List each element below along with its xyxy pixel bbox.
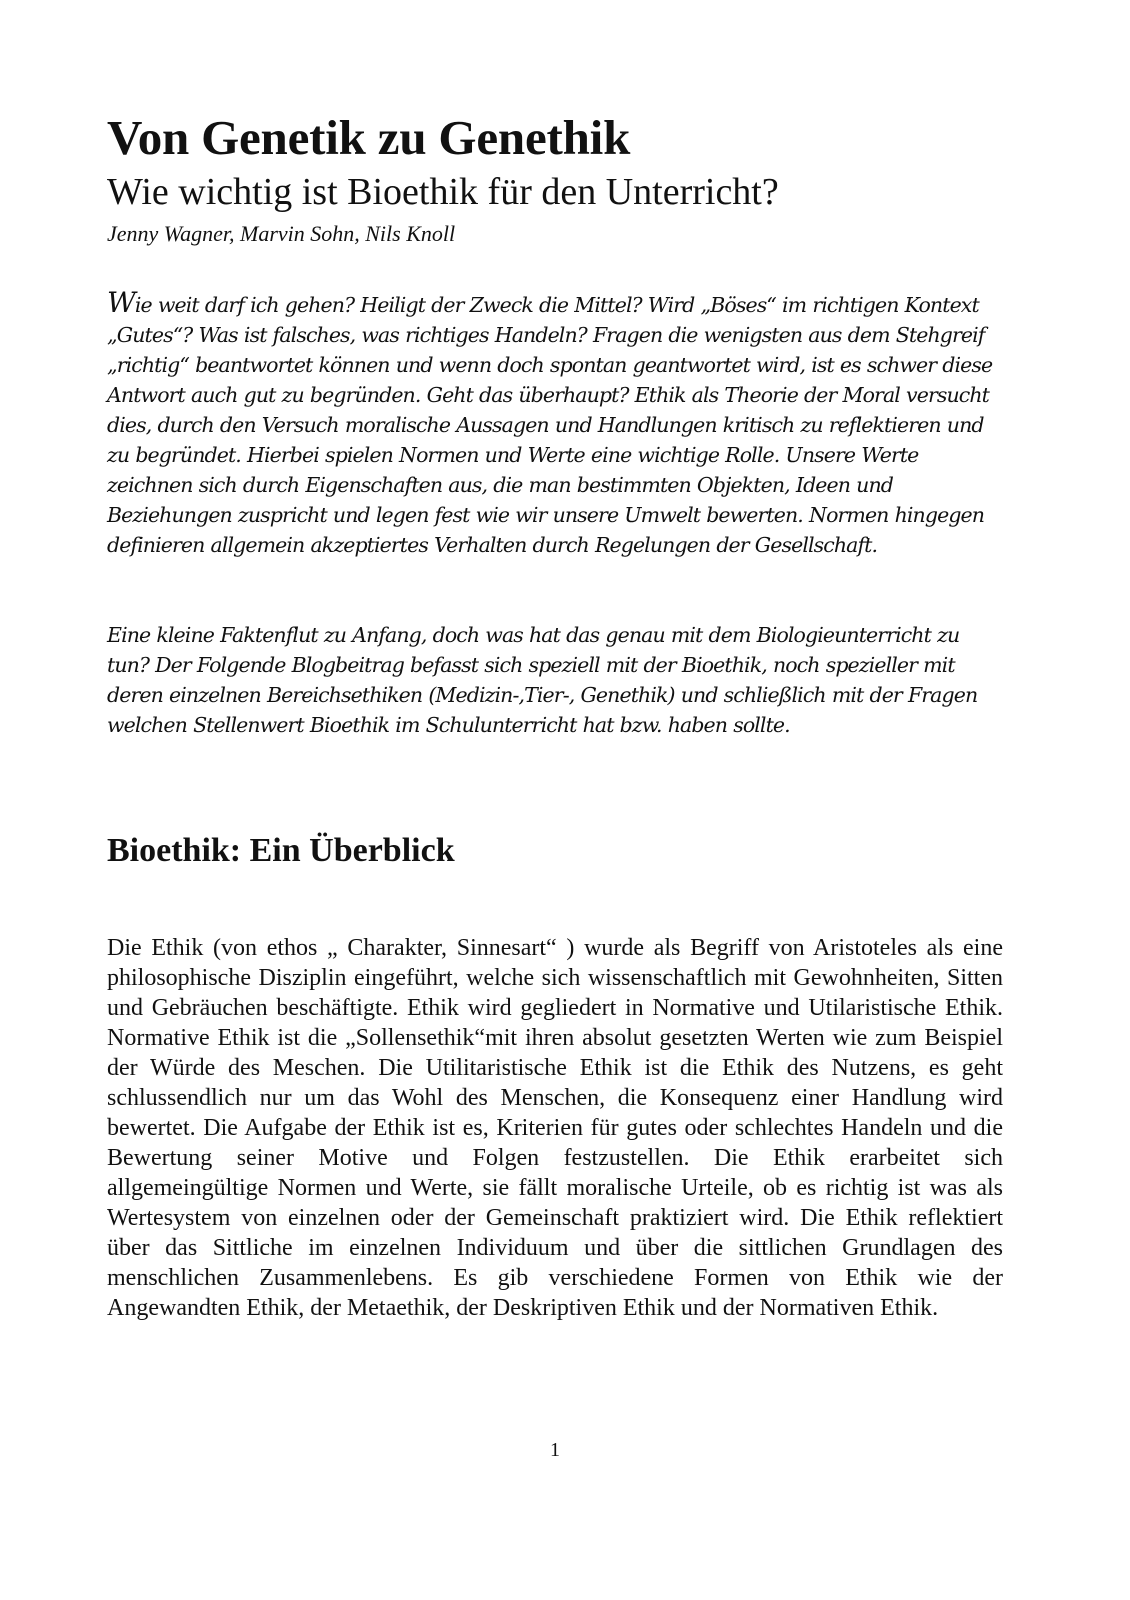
author-list: Jenny Wagner, Marvin Sohn, Nils Knoll: [107, 221, 456, 246]
section-heading: Bioethik: Ein Überblick: [107, 832, 455, 869]
intro-paragraph-text: ie weit darf ich gehen? Heiligt der Zweck die Mittel? Wird „Böses“ im richtigen Kontext „Gutes“? Was ist falsches, was richtiges Handeln? Fragen die wenigsten aus dem Stehgreif „richtig“ beantwortet können und wenn doch spontan geantwortet wird, ist es schwer diese Antwort auch gut zu begründen. Geht das überhaupt? Ethik als Theorie der Moral versucht dies, durch den Versuch moralische Aussagen und Handlungen kritisch zu reflektieren und zu begründet. Hierbei spielen Normen und Werte eine wichtige Rolle. Unsere Werte zeichnen sich durch Eigenschaften aus, die man bestimmten Objekten, Ideen und Beziehungen zuspricht und legen fest wie wir unsere Umwelt bewerten. Normen hingegen definieren allgemein akzeptiertes Verhalten durch Regelungen der Gesellschaft.: [107, 293, 993, 557]
document-subtitle: Wie wichtig ist Bioethik für den Unterricht?: [107, 171, 779, 213]
intro-paragraph: [107, 288, 1003, 560]
page-number: 1: [550, 1439, 560, 1461]
section-body-paragraph: Die Ethik (von ethos „ Charakter, Sinnesart“ ) wurde als Begriff von Aristoteles als eine philosophische Disziplin eingeführt, welche sich wissenschaftlich mit Gewohnheiten, Sitten und Gebräuchen beschäftigte. Ethik wird gegliedert in Normative und Utilaristische Ethik. Normative Ethik ist die „Sollensethik“mit ihren absolut gesetzten Werten wie zum Beispiel der Würde des Meschen. Die Utilitaristische Ethik ist die Ethik des Nutzens, es geht schlussendlich nur um das Wohl des Menschen, die Konsequenz einer Handlung wird bewertet. Die Aufgabe der Ethik ist es, Kriterien für gutes oder schlechtes Handeln und die Bewertung seiner Motive und Folgen festzustellen. Die Ethik erarbeitet sich allgemeingültige Normen und Werte, sie fällt moralische Urteile, ob es richtig ist was als Wertesystem von einzelnen oder der Gemeinschaft praktiziert wird. Die Ethik reflektiert über das Sittliche im einzelnen Individuum und über die sittlichen Grundlagen des menschlichen Zusammenlebens. Es gib verschiedene Formen von Ethik wie der Angewandten Ethik, der Metaethik, der Deskriptiven Ethik und der Normativen Ethik.: [107, 935, 1003, 1321]
document-title: Von Genetik zu Genethik: [107, 110, 631, 165]
intro-paragraph-2: Eine kleine Faktenflut zu Anfang, doch was hat das genau mit dem Biologieunterricht zu tun? Der Folgende Blogbeitrag befasst sich speziell mit der Bioethik, noch spezieller mit deren einzelnen Bereichsethiken (Medizin-,Tier-, Genethik) und schließlich mit der Fragen welchen Stellenwert Bioethik im Schulunterricht hat bzw. haben sollte.: [107, 623, 978, 737]
intro-initial-letter: W: [107, 286, 135, 319]
